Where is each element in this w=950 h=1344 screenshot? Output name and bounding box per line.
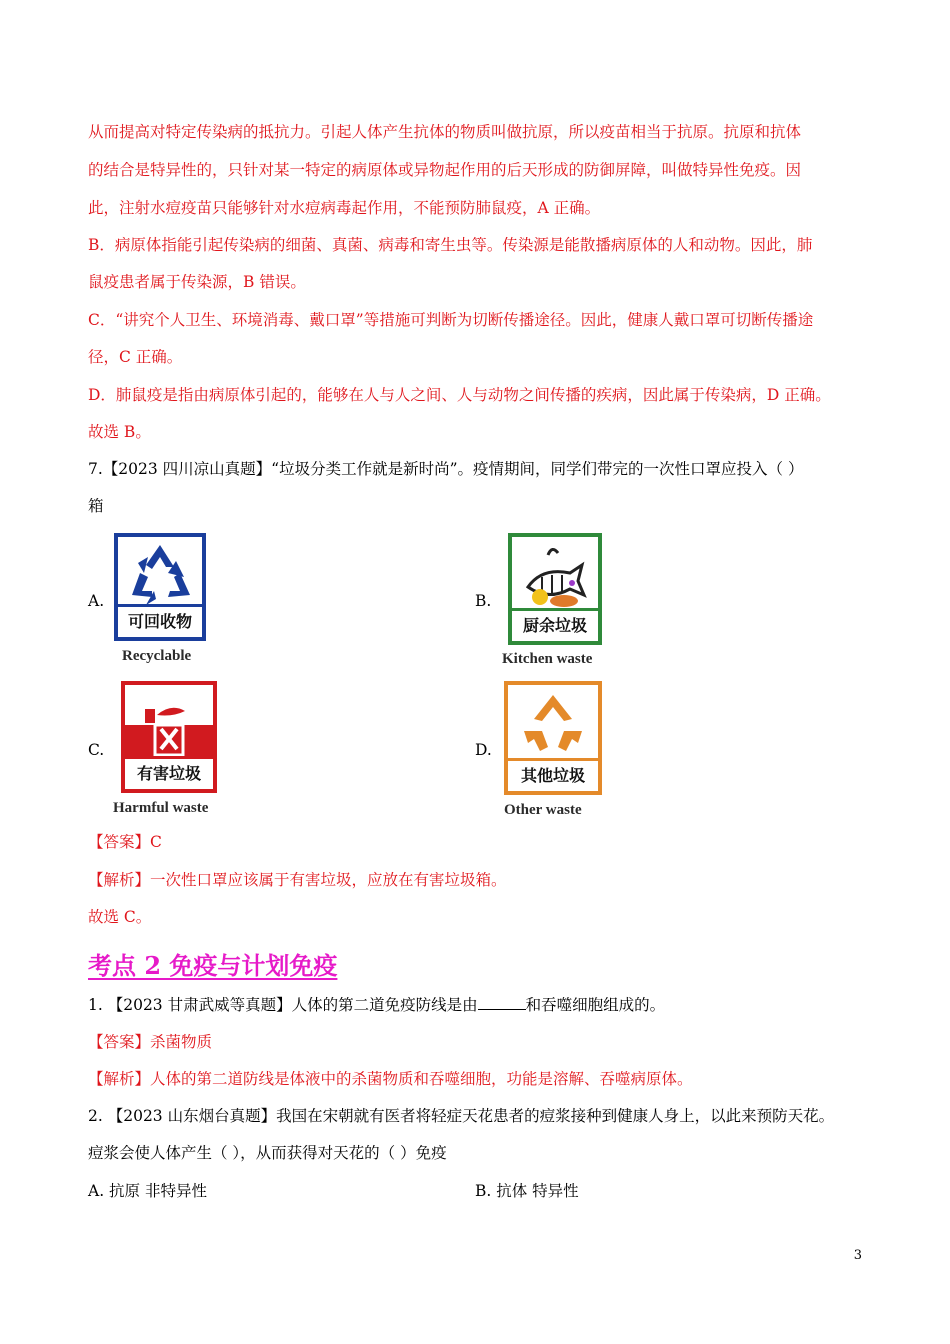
- explanation-line: 从而提高对特定传染病的抵抗力。引起人体产生抗体的物质叫做抗原，所以疫苗相当于抗原。抗原和抗体: [88, 123, 802, 141]
- explanation-option-b: 鼠疫患者属于传染源，B 错误。: [88, 273, 306, 291]
- bin-label: 厨余垃圾: [512, 608, 598, 641]
- answer-line: 【答案】C: [88, 833, 162, 851]
- bin-caption: Harmful waste: [113, 800, 209, 816]
- option-a: A. 抗原 非特异性: [88, 1182, 207, 1200]
- question-s2-text: 痘浆会使人体产生（ ），从而获得对天花的（ ）免疫: [88, 1144, 447, 1162]
- explanation-line: 此，注射水痘疫苗只能够针对水痘病毒起作用，不能预防肺鼠疫，A 正确。: [88, 199, 601, 217]
- recycle-icon: [118, 537, 202, 611]
- question-7-text: 7.【2023 四川凉山真题】“垃圾分类工作就是新时尚”。疫情期间，同学们带完的一次性口罩应投入（ ）: [88, 460, 804, 478]
- question-text: 1. 【2023 甘肃武威等真题】人体的第二道免疫防线是由: [88, 996, 478, 1014]
- section-heading: 考点 2 免疫与计划免疫: [88, 951, 338, 980]
- option-b: B. 抗体 特异性: [475, 1182, 579, 1200]
- bin-label: 其他垃圾: [508, 758, 598, 791]
- battery-hazard-icon: [125, 685, 213, 765]
- explanation-option-c: 径，C 正确。: [88, 348, 183, 366]
- other-waste-bin-sign: [504, 681, 602, 795]
- kitchen-waste-bin-sign: [508, 533, 602, 645]
- bin-label: 有害垃圾: [125, 756, 213, 789]
- analysis-line: 【解析】一次性口罩应该属于有害垃圾，应放在有害垃圾箱。: [88, 871, 507, 889]
- conclusion-line: 故选 C。: [88, 908, 152, 926]
- explanation-option-c: C．“讲究个人卫生、环境消毒、戴口罩”等措施可判断为切断传播途径。因此，健康人戴口罩可切断传播途: [88, 311, 814, 329]
- explanation-option-d: D．肺鼠疫是指由病原体引起的，能够在人与人之间、人与动物之间传播的疾病，因此属于传染病，D 正确。: [88, 386, 831, 404]
- question-s1: [88, 995, 665, 1015]
- answer-line: 【答案】杀菌物质: [88, 1033, 213, 1051]
- explanation-line: 的结合是特异性的，只针对某一特定的病原体或异物起作用的后天形成的防御屏障，叫做特异性免疫。因: [88, 161, 802, 179]
- fill-blank: [478, 995, 526, 1010]
- bin-label: 可回收物: [118, 604, 202, 637]
- option-c-letter: C.: [88, 741, 105, 759]
- explanation-conclusion: 故选 B。: [88, 423, 151, 441]
- analysis-line: 【解析】人体的第二道防线是体液中的杀菌物质和吞噬细胞，功能是溶解、吞噬病原体。: [88, 1070, 693, 1088]
- question-s2-text: 2. 【2023 山东烟台真题】我国在宋朝就有医者将轻症天花患者的痘浆接种到健康人身上，以此来预防天花。: [88, 1107, 835, 1125]
- question-7-text: 箱: [88, 497, 104, 515]
- bin-caption: Kitchen waste: [502, 651, 593, 667]
- harmful-waste-bin-sign: [121, 681, 217, 793]
- food-scraps-icon: [512, 537, 598, 617]
- other-waste-arrows-icon: [508, 685, 598, 767]
- page-number: 3: [853, 1248, 862, 1263]
- option-a-letter: A.: [88, 592, 105, 610]
- bin-caption: Recyclable: [122, 648, 192, 664]
- question-text: 和吞噬细胞组成的。: [525, 996, 666, 1014]
- option-d-letter: D.: [475, 741, 492, 759]
- explanation-option-b: B．病原体指能引起传染病的细菌、真菌、病毒和寄生虫等。传染源是能散播病原体的人和动物。因此，肺: [88, 236, 813, 254]
- option-b-letter: B.: [475, 592, 492, 610]
- recyclable-bin-sign: [114, 533, 206, 641]
- bin-caption: Other waste: [504, 802, 582, 818]
